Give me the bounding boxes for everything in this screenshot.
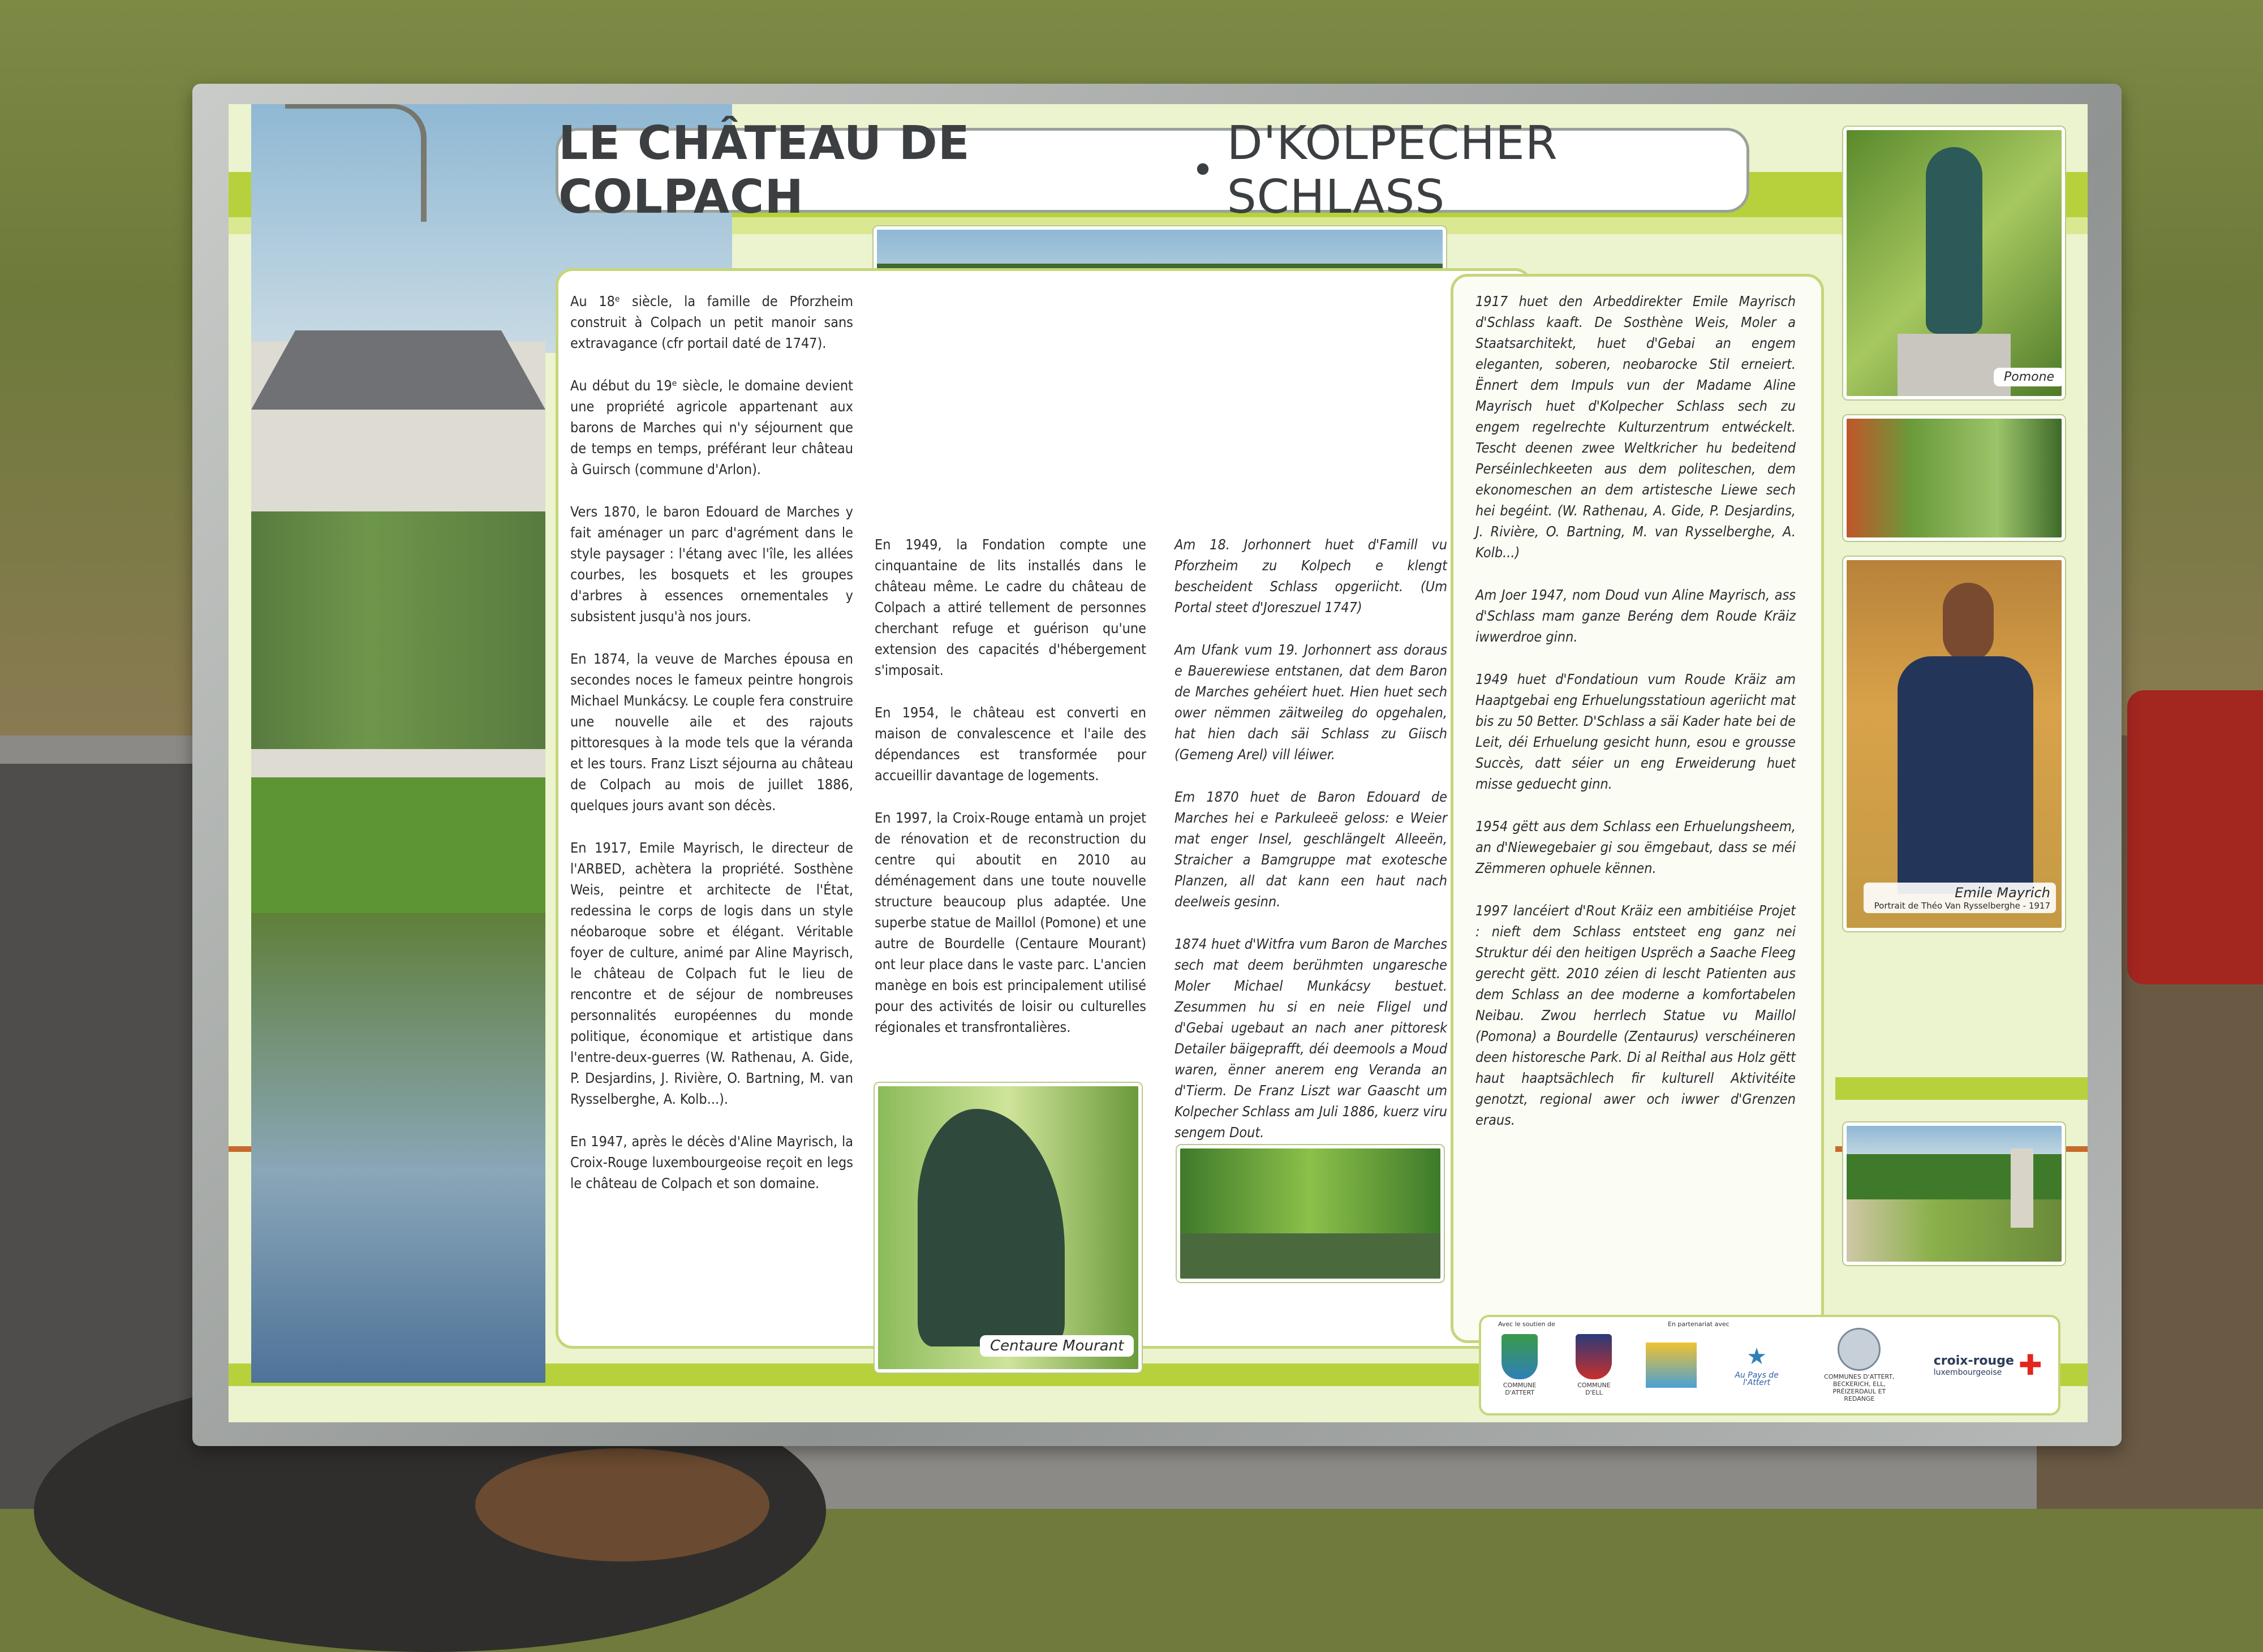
french-paragraph: En 1947, après le décès d'Aline Mayrisch, la Croix-Rouge luxembourgeoise reçoit en legs le château de Colpach et son domaine. <box>570 1133 853 1191</box>
luxembourgish-paragraph: 1949 huet d'Fondatioun vum Roude Kräiz am Haaptgebai eng Erhuelungsstatioun ageriicht mat bis zu 50 Better. D'Schlass a säi Kader hate bei de Leit, déi Erhuelung gesicht hunn, esou e grousse Succès, datt séier un eng Erweiderung huet misse geduecht ginn. <box>1475 671 1796 792</box>
attert-label: COMMUNE D'ATTERT <box>1503 1382 1537 1396</box>
title-french: LE CHÂTEAU DE COLPACH <box>558 117 970 224</box>
french-paragraph: En 1954, le château est converti en maison de convalescence et l'aile des dépendances est transformée pour accueillir davantage de logements. <box>875 704 1146 784</box>
lawn <box>251 777 545 913</box>
communes-logo <box>1817 1328 1901 1403</box>
luxembourgish-column-1 <box>1174 534 1447 1164</box>
french-paragraph: En 1949, la Fondation compte une cinquantaine de lits installés dans le château même. Le cadre du château de Colpach a attiré tellement de personnes cherchant refuge et guérison qu'une extension des capacités d'hébergement s'imposait. <box>875 536 1146 678</box>
portrait-caption <box>1864 883 2056 913</box>
french-paragraph: En 1874, la veuve de Marches épousa en secondes noces le fameux peintre hongrois Michael Munkácsy. Le couple fera construire une nouvelle aile et des rajouts pittoresques à la mode tels que la véranda et les tours. Franz Liszt séjourna au château de Colpach au mois de juillet 1886, quelques jours avant son décès. <box>570 651 853 814</box>
french-paragraph: Au début du 19ᵉ siècle, le domaine devient une propriété agricole appartenant aux barons de Marches qui n'y séjournent que de temps en temps, préférant leur château à Guirsch (commune d'Arlon). <box>570 377 853 477</box>
croix-rouge-sublabel: luxembourgeoise <box>1933 1367 2002 1377</box>
attert-shield-icon <box>1502 1334 1538 1379</box>
french-paragraph: En 1917, Emile Mayrisch, le directeur de l'ARBED, achètera la propriété. Sosthène Weis, peintre et architecte de l'État, redessina le corps de logis dans un style néobaroque sobre et élégant. Véritable foyer de culture, animé par Aline Mayrisch, le château de Colpach fut le lieu de rencontre et de séjour de nombreuses personnalités européennes du monde politique, économique et artistique dans l'entre-deux-guerres (W. Rathenau, A. Gide, P. Desjardins, J. Rivière, O. Bartning, M. van Rysselberghe, A. Kolb...). <box>570 840 853 1107</box>
luxembourgish-paragraph: 1997 lancéiert d'Rout Kräiz een ambitiéise Projet : nieft dem Schlass entsteet eng ganz nei Struktur déi den heitigen Usprëch a Saache Fleeg gerecht gëtt. 2010 zéien di lescht Patienten aus dem Schlass an dee moderne a komfortabelen Neibau. Zwou herrlech Statue vu Maillol (Pomona) a Bourdelle (Zentaurus) verschéineren deen historesche Park. Di al Reithal aus Holz gëtt haut haaptsächlech fir kulturell Aktivitéite genotzt, regional awer och iwwer d'Grenzen eraus. <box>1475 902 1796 1128</box>
emile-mayrisch-portrait <box>1843 557 2065 931</box>
portrait-body <box>1898 656 2033 894</box>
title-separator: • <box>1191 147 1215 193</box>
luxembourgish-paragraph: Em 1870 huet de Baron Edouard de Marches hei e Parkuleeë geloss: e Weier mat enger Insel, geschlängelt Alleeën, Straicher a Bamgruppe mat exotesche Planzen, all dat kann een haut nach deelweis gesinn. <box>1174 789 1447 910</box>
right-green-band <box>1835 1077 2088 1100</box>
partner-heading: En partenariat avec <box>1668 1320 1729 1328</box>
title-luxembourgish: D'KOLPECHER SCHLASS <box>1227 117 1558 224</box>
sun-landscape-icon <box>1646 1343 1697 1388</box>
pond <box>251 913 545 1383</box>
garden <box>1847 419 2062 537</box>
au-pays-logo <box>1728 1344 1785 1387</box>
french-paragraph: Au 18ᵉ siècle, la famille de Pforzheim construit à Colpach un petit manoir sans extravagance (cfr portail daté de 1747). <box>570 293 853 351</box>
pomone-caption: Pomone <box>1994 368 2064 386</box>
luxembourgish-paragraph: Am 18. Jorhonnert huet d'Famill vu Pforzheim zu Kolpech e klengt bescheident Schlass opgeriicht. (Um Portal steet d'Joreszuel 1747) <box>1174 536 1447 616</box>
red-object <box>2127 690 2263 984</box>
luxembourgish-column-2 <box>1475 291 1796 1152</box>
french-paragraph: Vers 1870, le baron Edouard de Marches y fait aménager un parc d'agrément dans le style paysager : l'étang avec l'île, les allées courbes, les bosquets et les groupes d'arbres à essences ornementales y subsistent jusqu'à nos jours. <box>570 504 853 625</box>
centaur-caption: Centaure Mourant <box>980 1335 1134 1357</box>
luxembourgish-paragraph: 1874 huet d'Witfra vum Baron de Marches sech mat deem berühmten ungaresche Moler Michael Munkácsy bestuet. Zesummen hu si en neie Fligel und d'Gebai ugebaut an nach aner pittoresk Detailer bäigeprafft, déi deemools a Moud waren, ënner anerem eng Veranda an d'Tierm. De Franz Liszt war Gaascht um Kolpecher Schlass am Juli 1886, kuerz viru sengem Dout. <box>1174 936 1447 1141</box>
french-paragraph: En 1997, la Croix-Rouge entamà un projet de rénovation et de reconstruction du centre qui aboutit en 2010 au déménagement dans une toute nouvelle structure beaucoup plus adaptée. Une superbe statue de Maillol (Pomone) et une autre de Bourdelle (Centaure Mourant) ont leur place dans le vaste parc. L'ancien manège en bois est principalement utilisé pour des activités de loisir ou culturelles régionales et transfrontalières. <box>875 810 1146 1035</box>
luxembourgish-paragraph: 1917 huet den Arbeddirekter Emile Mayrisch d'Schlass kaaft. De Sosthène Weis, Moler a Staatsarchitekt, huet d'Gebai an engem eleganten, soberen, neobarocke Stil erneiert. Ënnert dem Impuls vun der Madame Aline Mayrisch huet d'Kolpecher Schlass sech zu engem regelrechte Kulturzentrum entwéckelt. Tescht deenen zwee Weltkricher hu bedeitend Perséinlechkeeten aus dem politeschen, dem ekonomeschen an dem artistesche Liewe sech hei begéint. (W. Rathenau, A. Gide, P. Desjardins, J. Rivière, O. Bartning, M. van Rysselberghe, A. Kolb...) <box>1475 293 1796 561</box>
centaur-statue-photo <box>875 1083 1142 1373</box>
visitor-foot <box>475 1448 769 1561</box>
sponsor-logos <box>1479 1315 2060 1416</box>
support-heading: Avec le soutien de <box>1498 1320 1555 1328</box>
pond-water <box>1180 1233 1440 1279</box>
trees <box>1180 1148 1440 1233</box>
ivy-wall <box>251 511 545 749</box>
pays-attert-logo <box>1646 1343 1697 1388</box>
castle-roof <box>251 330 545 410</box>
bare-tree <box>285 104 427 222</box>
luxembourgish-paragraph: 1954 gëtt aus dem Schlass een Erhuelungsheem, an d'Niewegebaier gi sou ëmgebaut, dass se méi Zëmmeren ophuele kënnen. <box>1475 818 1796 876</box>
ell-shield-icon <box>1576 1334 1612 1379</box>
information-panel <box>229 104 2088 1422</box>
communes-emblem-icon <box>1838 1328 1881 1371</box>
flower-garden-photo <box>1843 415 2065 541</box>
luxembourgish-paragraph: Am Ufank vum 19. Jorhonnert ass doraus e Bauerewiese entstanen, dat dem Baron de Marches gehéiert huet. Hien huet sech ower nëmmen zäitweileg do opgehalen, hat hien dach säi Schlass zu Giisch (Gemeng Arel) vill léiwer. <box>1174 642 1447 763</box>
statue-pedestal <box>1898 334 2011 396</box>
pomone-statue-photo <box>1843 127 2065 399</box>
ell-logo <box>1574 1334 1614 1396</box>
french-column-2 <box>875 534 1146 1059</box>
stone-pillar <box>2011 1148 2033 1228</box>
pays-attert-label: Au Pays de l'Attert <box>1735 1371 1779 1387</box>
pomone-statue <box>1926 147 1982 334</box>
croix-rouge-label: croix-rouge <box>1933 1353 2014 1368</box>
portrait-name: Emile Mayrich <box>1955 885 2050 901</box>
portrait-credit: Portrait de Théo Van Rysselberghe - 1917 <box>1874 901 2050 911</box>
title-banner <box>556 117 1749 224</box>
left-orange-stripe <box>229 1146 251 1152</box>
croix-rouge-logo <box>1934 1349 2042 1382</box>
french-column-1 <box>570 291 853 1215</box>
red-cross-icon: ✚ <box>2018 1349 2042 1382</box>
portrait-head <box>1943 583 1994 662</box>
walled-garden-photo <box>1843 1122 2065 1265</box>
star-icon: ★ <box>1746 1344 1767 1370</box>
park-pond-photo <box>1177 1145 1444 1282</box>
croix-rouge-text <box>1934 1354 2014 1377</box>
ell-label: COMMUNE D'ELL <box>1577 1382 1611 1396</box>
communes-label: COMMUNES D'ATTERT, BECKERICH, ELL, PRÉIZERDAUL ET REDANGE <box>1824 1373 1895 1403</box>
attert-logo <box>1497 1334 1542 1396</box>
luxembourgish-paragraph: Am Joer 1947, nom Doud vun Aline Mayrisch, ass d'Schlass mam ganze Beréng dem Roude Kräiz iwwerdroe ginn. <box>1475 587 1796 645</box>
